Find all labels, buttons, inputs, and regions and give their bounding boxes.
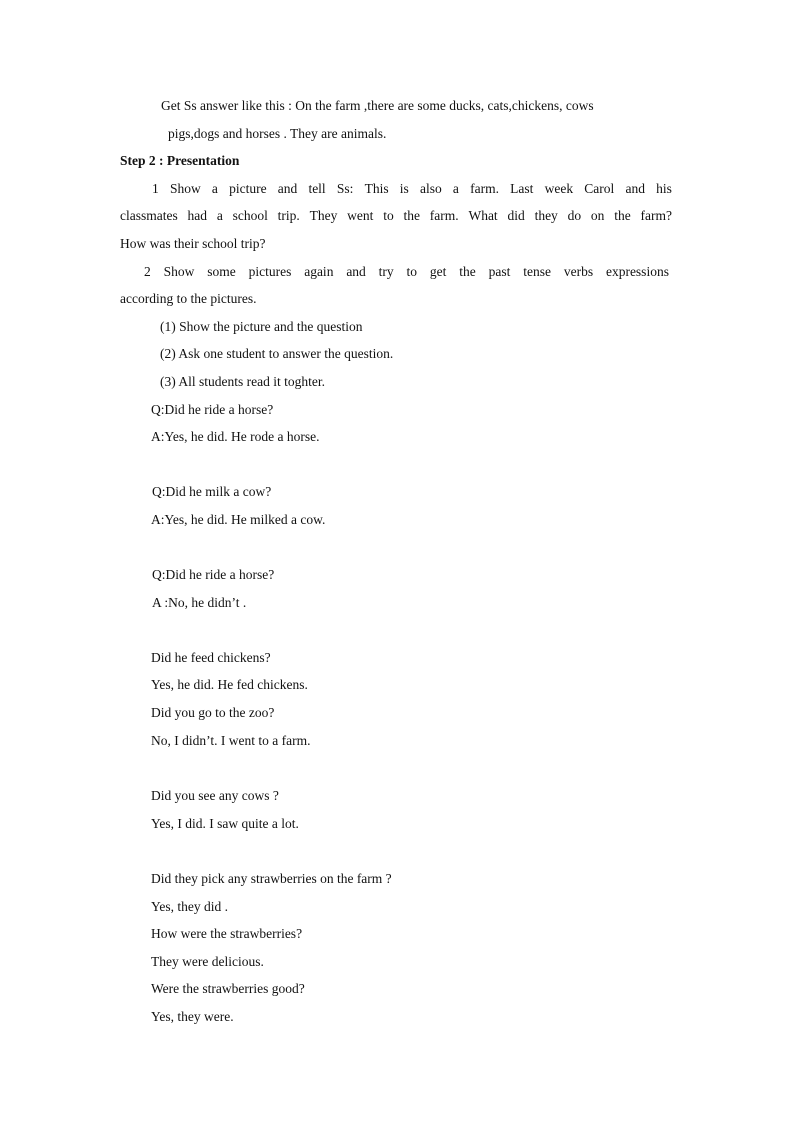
item-2-line-2: according to the pictures. — [120, 291, 257, 306]
word: pictures — [248, 264, 292, 279]
dialogue-line: A :No, he didn’t . — [152, 595, 247, 610]
word: past — [488, 264, 511, 279]
word: a — [216, 208, 223, 223]
word: 2 — [144, 264, 151, 279]
intro-line-2: pigs,dogs and horses . They are animals. — [168, 126, 387, 141]
dialogue-line: A:Yes, he did. He milked a cow. — [151, 512, 326, 527]
word: farm. — [470, 181, 499, 196]
substep-1: (1) Show the picture and the question — [160, 319, 363, 334]
word: and — [346, 264, 366, 279]
word: and — [625, 181, 645, 196]
word: farm. — [429, 208, 459, 223]
word: Carol — [584, 181, 615, 196]
word: the — [459, 264, 476, 279]
word: Show — [169, 181, 201, 196]
word: went — [347, 208, 374, 223]
dialogue-line: No, I didn’t. I went to a farm. — [151, 733, 311, 748]
word: do — [567, 208, 582, 223]
word: is — [399, 181, 409, 196]
word: they — [534, 208, 558, 223]
word: classmates — [120, 208, 178, 223]
word: They — [309, 208, 338, 223]
word: did — [507, 208, 525, 223]
word: tense — [523, 264, 551, 279]
word: picture — [229, 181, 267, 196]
word: the — [403, 208, 420, 223]
item-2-line-1 — [144, 263, 669, 281]
substep-3: (3) All students read it toghter. — [160, 374, 325, 389]
word: This — [364, 181, 389, 196]
word: a — [211, 181, 218, 196]
word: Ss: — [336, 181, 354, 196]
word: and — [277, 181, 298, 196]
word: Last — [510, 181, 534, 196]
word: expressions — [605, 264, 669, 279]
dialogue-line: Q:Did he milk a cow? — [152, 484, 272, 499]
dialogue-line: They were delicious. — [151, 954, 264, 969]
word: his — [656, 181, 672, 196]
dialogue-line: Q:Did he ride a horse? — [152, 567, 275, 582]
dialogue-line: Yes, they were. — [151, 1009, 234, 1024]
dialogue-line: How were the strawberries? — [151, 926, 303, 941]
dialogue-line: Did he feed chickens? — [151, 650, 271, 665]
word: to — [406, 264, 418, 279]
dialogue-line: Yes, they did . — [151, 899, 229, 914]
dialogue-line: Were the strawberries good? — [151, 981, 305, 996]
word: a — [452, 181, 459, 196]
substep-2: (2) Ask one student to answer the question. — [160, 346, 394, 361]
item-1-line-3: How was their school trip? — [120, 236, 266, 251]
word: again — [304, 264, 334, 279]
word: the — [614, 208, 631, 223]
word: verbs — [563, 264, 594, 279]
word: had — [187, 208, 208, 223]
item-1-line-2 — [120, 207, 672, 225]
item-1-line-1 — [152, 180, 672, 198]
dialogue-line: Did they pick any strawberries on the farm ? — [151, 871, 392, 886]
word: also — [419, 181, 442, 196]
step-heading: Step 2 : Presentation — [120, 153, 240, 168]
word: try — [378, 264, 394, 279]
word: tell — [308, 181, 326, 196]
dialogue-line: A:Yes, he did. He rode a horse. — [151, 429, 320, 444]
word: school — [232, 208, 268, 223]
word: 1 — [152, 181, 159, 196]
word: What — [468, 208, 498, 223]
word: get — [429, 264, 447, 279]
dialogue-line: Did you see any cows ? — [151, 788, 279, 803]
word: week — [544, 181, 574, 196]
dialogue-line: Did you go to the zoo? — [151, 705, 275, 720]
word: farm? — [640, 208, 672, 223]
dialogue-line: Yes, he did. He fed chickens. — [151, 677, 308, 692]
dialogue-line: Q:Did he ride a horse? — [151, 402, 274, 417]
word: to — [383, 208, 394, 223]
word: Show — [163, 264, 195, 279]
word: trip. — [277, 208, 300, 223]
dialogue-line: Yes, I did. I saw quite a lot. — [151, 816, 299, 831]
word: on — [590, 208, 605, 223]
word: some — [207, 264, 236, 279]
intro-line-1: Get Ss answer like this : On the farm ,there are some ducks, cats,chickens, cows — [161, 98, 594, 113]
